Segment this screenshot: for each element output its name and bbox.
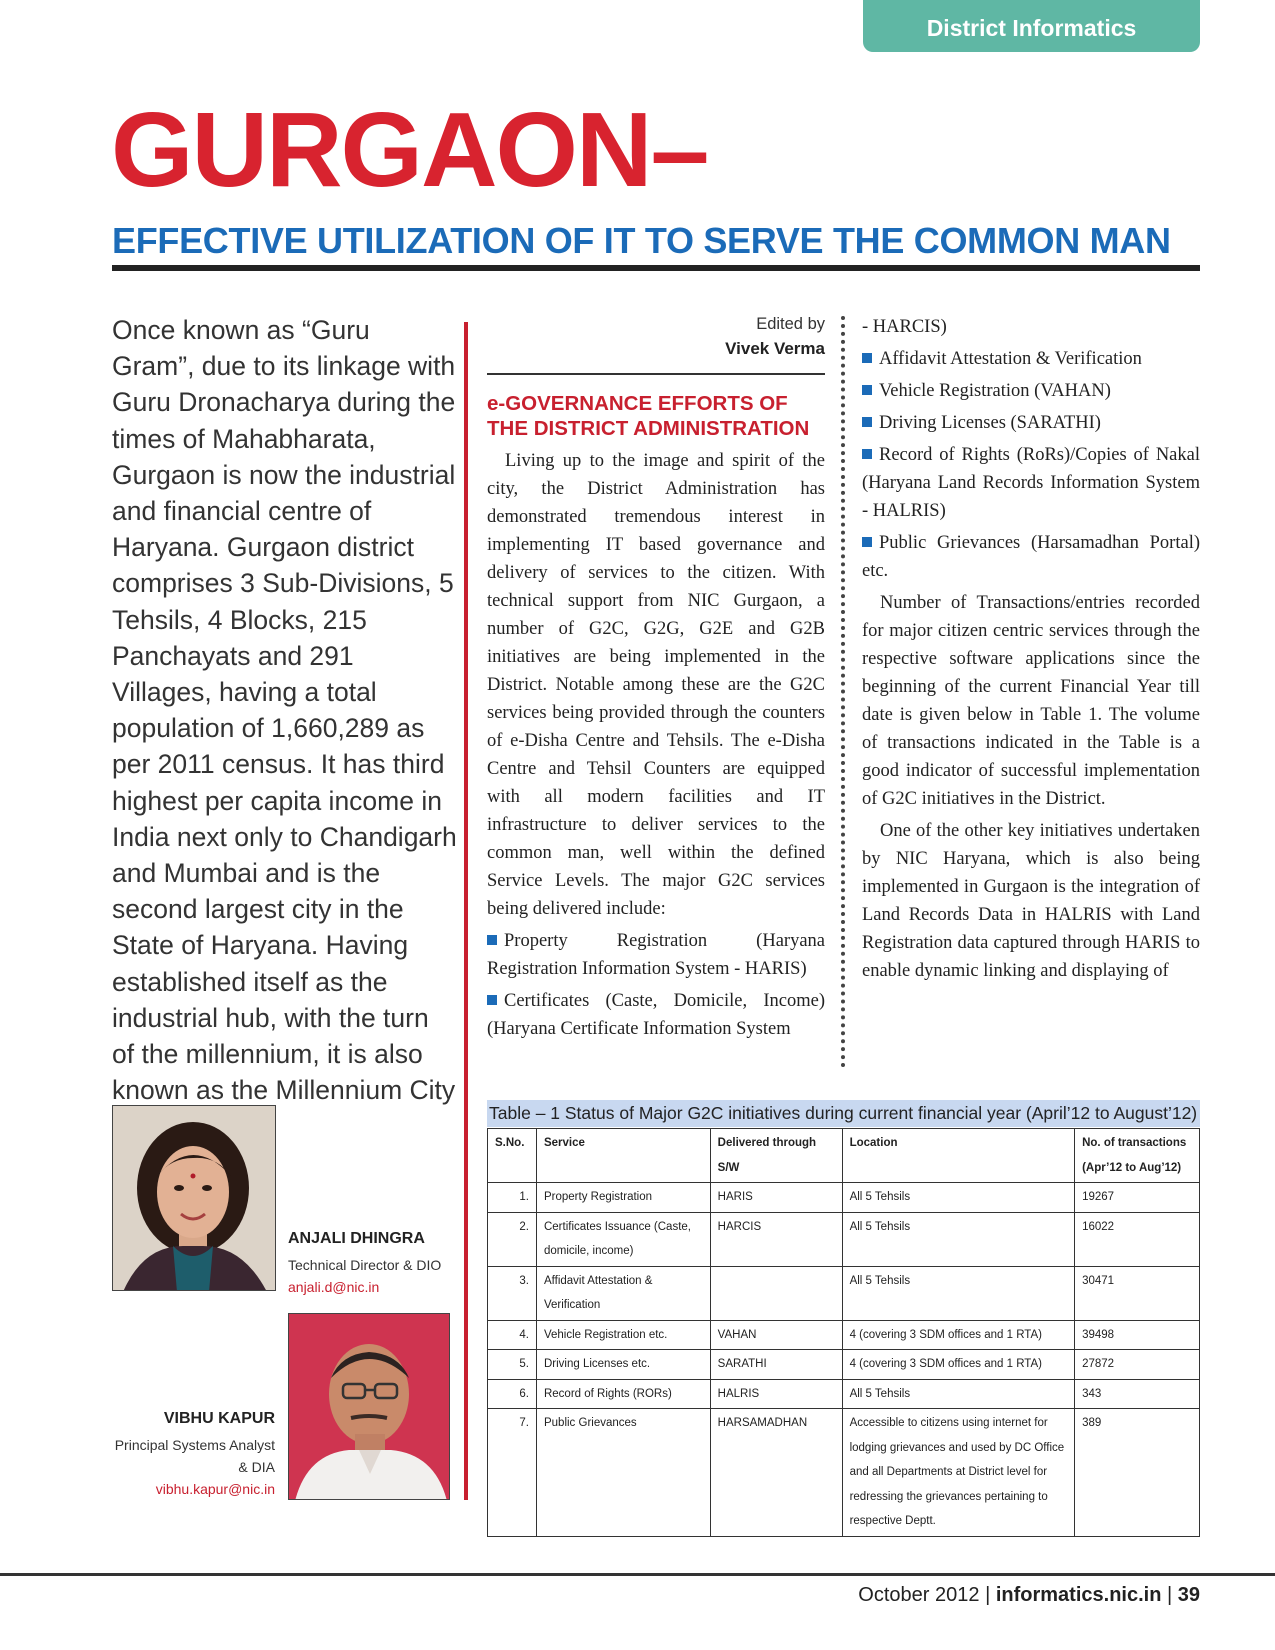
table-row [488,1379,1200,1409]
square-bullet-icon [862,417,872,427]
edited-by-label: Edited by [756,315,825,333]
bullet-item: Affidavit Attestation & Verification [862,345,1200,373]
footer-rule [0,1573,1275,1576]
footer-separator: | [985,1584,996,1606]
intro-text: Once known as “Guru Gram”, due to its linkage with Guru Dronacharya during the times of Mahabharata, Gurgaon is now the industrial and financial centre of Haryana. Gurgaon district comprises 3 Sub-Divisions, 5 Tehsils, 4 Blocks, 215 Panchayats and 291 Villages, having a total population of 1,660,289 as per 2011 census. It has third highest per capita income in India next only to Chandigarh and Mumbai and is the second largest city in the State of Haryana. Having established itself as the industrial hub, with the turn of the millennium, it is also known as the Millennium City [112,315,457,1106]
bullet-item: Driving Licenses (SARATHI) [862,409,1200,437]
square-bullet-icon [862,385,872,395]
cell-sno: 3. [488,1266,537,1320]
footer-separator: | [1166,1584,1178,1606]
header-service: Service [536,1129,710,1183]
cell-location: All 5 Tehsils [842,1266,1075,1320]
table-row [488,1212,1200,1266]
cell-service: Driving Licenses etc. [536,1350,710,1380]
editor-rule [487,373,825,375]
table-row [488,1320,1200,1350]
cell-location: All 5 Tehsils [842,1212,1075,1266]
cell-location: Accessible to citizens using internet for lodging grievances and used by DC Office and all Departments at District level for redressing the grievances pertaining to respective Deptt. [842,1409,1075,1537]
square-bullet-icon [862,353,872,363]
table-row [488,1409,1200,1537]
cell-service: Property Registration [536,1183,710,1213]
cell-transactions: 30471 [1075,1266,1200,1320]
cell-software [710,1266,842,1320]
body-paragraph: Living up to the image and spirit of the city, the District Administration has demonstrated tremendous interest in implementing IT based governance and delivery of services to the citizen. With technical support from NIC Gurgaon, a number of G2C, G2G, G2E and G2B initiatives are being implemented in the District. Notable among these are the G2C services being provided through the counters of e-Disha Centre and Tehsils. The e-Disha Centre and Tehsil Counters are equipped with all modern facilities and IT infrastructure to deliver services to the common man, well within the defined Service Levels. The major G2C services being delivered include: [487,451,825,919]
cell-transactions: 39498 [1075,1320,1200,1350]
title-rule [112,265,1200,271]
cell-service: Public Grievances [536,1409,710,1537]
cell-sno: 2. [488,1212,537,1266]
body-paragraph: One of the other key initiatives undertaken by NIC Haryana, which is also being implemented in Gurgaon is the integration of Land Records Data in HALRIS with Land Registration data captured through HARIS to enable dynamic linking and displaying of [862,821,1200,981]
cell-software: HALRIS [710,1379,842,1409]
cell-location: All 5 Tehsils [842,1379,1075,1409]
cell-service: Record of Rights (RORs) [536,1379,710,1409]
author-email-link[interactable]: vibhu.kapur@nic.in [155,1481,275,1497]
column-divider-red [464,322,468,1500]
section-tab: District Informatics [863,0,1200,52]
bullet-item: Certificates (Caste, Domicile, Income) (Haryana Certificate Information System [487,991,825,1039]
cell-software: HARIS [710,1183,842,1213]
cell-location: 4 (covering 3 SDM offices and 1 RTA) [842,1350,1075,1380]
table-header-row [488,1129,1200,1183]
bullet-item: Vehicle Registration (VAHAN) [862,377,1200,405]
cell-service: Affidavit Attestation & Verification [536,1266,710,1320]
author-photo-anjali [112,1105,276,1291]
square-bullet-icon [487,935,497,945]
g2c-status-table [487,1128,1200,1537]
bullet-continuation: - HARCIS) [862,317,947,337]
cell-transactions: 16022 [1075,1212,1200,1266]
cell-transactions: 19267 [1075,1183,1200,1213]
article-column-2 [487,313,825,1047]
bullet-item: Property Registration (Haryana Registration Information System - HARIS) [487,931,825,979]
article-subtitle: EFFECTIVE UTILIZATION OF IT TO SERVE THE COMMON MAN [112,220,1171,261]
cell-sno: 4. [488,1320,537,1350]
cell-software: HARSAMADHAN [710,1409,842,1537]
bullet-item: Record of Rights (RoRs)/Copies of Nakal (Haryana Land Records Information System - HALRIS) [862,445,1200,521]
cell-software: SARATHI [710,1350,842,1380]
editor-name: Vivek Verma [725,339,825,358]
square-bullet-icon [862,449,872,459]
cell-location: All 5 Tehsils [842,1183,1075,1213]
portrait-man-image [289,1314,450,1500]
square-bullet-icon [862,537,872,547]
cell-location: 4 (covering 3 SDM offices and 1 RTA) [842,1320,1075,1350]
article-column-3 [862,313,1200,989]
cell-sno: 1. [488,1183,537,1213]
author-title: Principal Systems Analyst & DIA [114,1437,275,1475]
author-name: ANJALI DHINGRA [288,1230,425,1247]
author-card-anjali [288,1226,468,1298]
cell-software: VAHAN [710,1320,842,1350]
author-title: Technical Director & DIO [288,1257,442,1273]
table-row [488,1183,1200,1213]
page-number: 39 [1177,1584,1200,1606]
article-title: GURGAON– [111,91,708,209]
author-photo-vibhu [288,1313,450,1500]
author-name: VIBHU KAPUR [163,1410,275,1427]
header-software: Delivered through S/W [710,1129,842,1183]
column-divider-dotted [841,316,845,1068]
table-caption: Table – 1 Status of Major G2C initiatives during current financial year (April’12 to August’12) [487,1100,1200,1127]
cell-service: Vehicle Registration etc. [536,1320,710,1350]
footer-site-link[interactable]: informatics.nic.in [995,1584,1162,1606]
header-location: Location [842,1129,1075,1183]
header-sno: S.No. [488,1129,537,1183]
cell-transactions: 389 [1075,1409,1200,1537]
bullet-item: Public Grievances (Harsamadhan Portal) etc. [862,533,1200,581]
square-bullet-icon [487,995,497,1005]
table-row [488,1350,1200,1380]
page-footer [858,1580,1200,1610]
cell-sno: 6. [488,1379,537,1409]
body-paragraph: Number of Transactions/entries recorded for major citizen centric services through the respective software applications since the beginning of the current Financial Year till date is given below in Table 1. The volume of transactions indicated in the Table is a good indicator of successful implementation of G2C initiatives in the District. [862,593,1200,809]
cell-transactions: 27872 [1075,1350,1200,1380]
section-heading: e-GOVERNANCE EFFORTS OF THE DISTRICT ADMINISTRATION [487,392,810,440]
cell-software: HARCIS [710,1212,842,1266]
footer-date: October 2012 [858,1584,980,1606]
portrait-woman-image [113,1106,276,1291]
cell-service: Certificates Issuance (Caste, domicile, income) [536,1212,710,1266]
cell-sno: 7. [488,1409,537,1537]
cell-transactions: 343 [1075,1379,1200,1409]
header-transactions: No. of transactions (Apr’12 to Aug’12) [1075,1129,1200,1183]
author-email-link[interactable]: anjali.d@nic.in [288,1279,380,1295]
table-row [488,1266,1200,1320]
cell-sno: 5. [488,1350,537,1380]
author-card-vibhu [112,1406,275,1500]
